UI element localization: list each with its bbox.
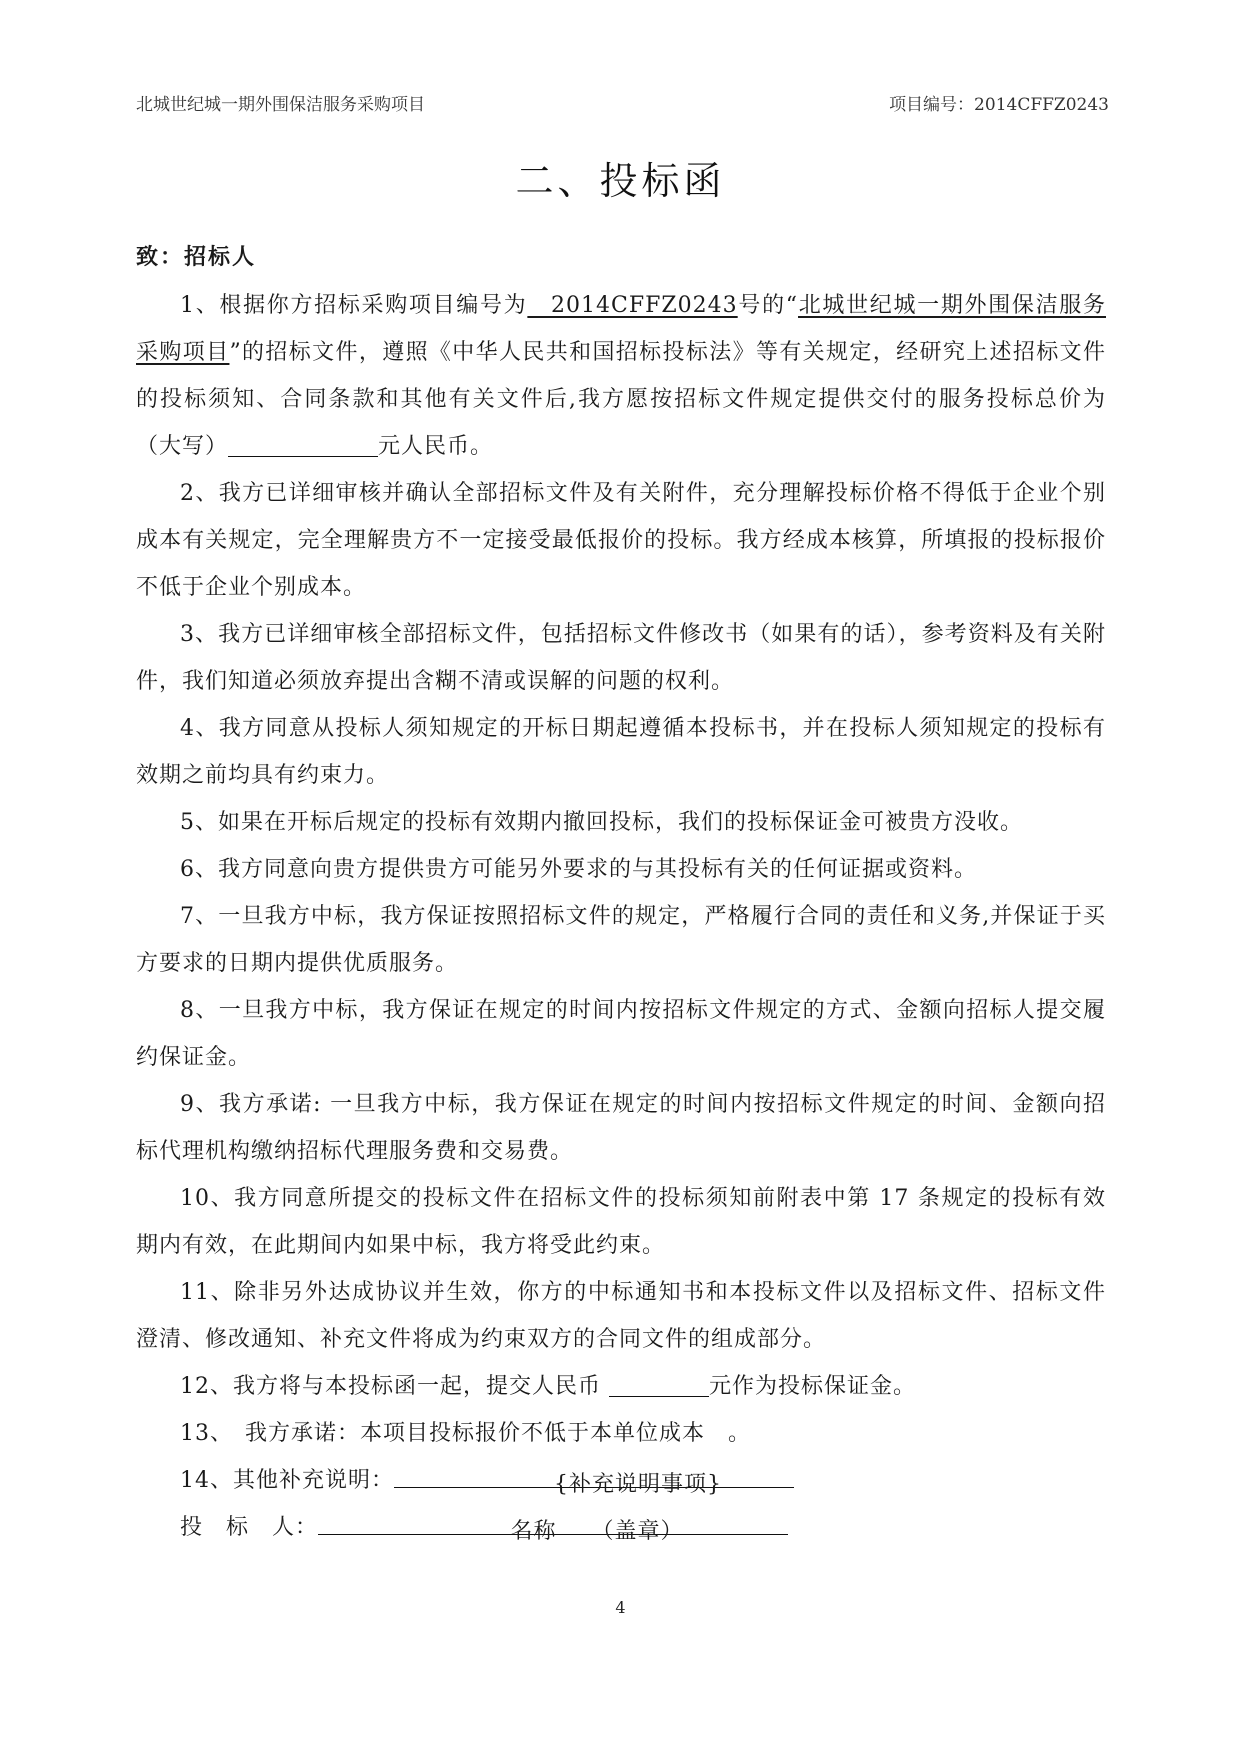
supplementary-notes-field[interactable] [394,1461,794,1497]
p1-text-b: 号的“ [737,293,799,318]
p12-text-a: 12、我方将与本投标函一起，提交人民币 [180,1374,601,1399]
p1-text-a: 1、根据你方招标采购项目编号为 [180,293,528,318]
total-price-blank[interactable] [228,430,378,457]
bidder-label: 投 标 人： [180,1515,319,1540]
paragraph-3: 3、我方已详细审核全部招标文件，包括招标文件修改书（如果有的话），参考资料及有关附件，我们知道必须放弃提出含糊不清或误解的问题的权利。 [136,622,1106,694]
bidder-signature-line [136,1504,1106,1551]
bid-bond-blank[interactable] [609,1370,709,1397]
bidder-name-text: 名称 （盖章） [510,1519,684,1544]
paragraph-10: 10、我方同意所提交的投标文件在招标文件的投标须知前附表中第 17 条规定的投标有效期内有效，在此期间内如果中标，我方将受此约束。 [136,1186,1106,1258]
p12-text-b: 元作为投标保证金。 [709,1374,917,1399]
paragraph-8: 8、一旦我方中标，我方保证在规定的时间内按招标文件规定的方式、金额向招标人提交履约保证金。 [136,998,1106,1070]
project-code-fill: 2014CFFZ0243 [527,293,738,318]
bidder-name-field[interactable] [318,1508,788,1544]
project-name-fill: 北城世纪城一期外围保洁服务采购项目 [136,293,1106,365]
paragraph-6: 6、我方同意向贵方提供贵方可能另外要求的与其投标有关的任何证据或资料。 [180,857,977,882]
p1-text-c: ”的招标文件，遵照《中华人民共和国招标投标法》等有关规定，经研究上述招标文件的投标须知、合同条款和其他有关文件后,我方愿按招标文件规定提供交付的服务投标总价为（大写） [136,340,1106,459]
paragraph-13: 13、 我方承诺：本项目投标报价不低于本单位成本 。 [180,1421,751,1446]
p1-text-d: 元人民币。 [378,434,494,459]
paragraph-1 [136,282,1106,470]
paragraph-2: 2、我方已详细审核并确认全部招标文件及有关附件，充分理解投标价格不得低于企业个别成本有关规定，完全理解贵方不一定接受最低报价的投标。我方经成本核算，所填报的投标报价不低于企业个别成本。 [136,481,1106,600]
paragraph-11: 11、除非另外达成协议并生效，你方的中标通知书和本投标文件以及招标文件、招标文件澄清、修改通知、补充文件将成为约束双方的合同文件的组成部分。 [136,1280,1106,1352]
paragraph-12 [136,1363,1106,1410]
letter-body [136,282,1106,1551]
addressee: 致：招标人 [136,244,257,270]
paragraph-7: 7、一旦我方中标，我方保证按照招标文件的规定，严格履行合同的责任和义务,并保证于买方要求的日期内提供优质服务。 [136,904,1106,976]
paragraph-5: 5、如果在开标后规定的投标有效期内撤回投标，我们的投标保证金可被贵方没收。 [180,810,1023,835]
page-title: 二、投标函 [515,159,726,203]
paragraph-4: 4、我方同意从投标人须知规定的开标日期起遵循本投标书，并在投标人须知规定的投标有效期之前均具有约束力。 [136,716,1106,788]
supplementary-notes-text: {补充说明事项} [554,1472,722,1497]
page-number: 4 [615,1598,626,1617]
paragraph-14 [136,1457,1106,1504]
header-project-code: 项目编号：2014CFFZ0243 [889,95,1109,115]
p14-label: 14、其他补充说明： [180,1468,394,1493]
header-project-name: 北城世纪城一期外围保洁服务采购项目 [136,95,425,115]
paragraph-9: 9、我方承诺: 一旦我方中标，我方保证在规定的时间内按招标文件规定的时间、金额向招标代理机构缴纳招标代理服务费和交易费。 [136,1092,1106,1164]
